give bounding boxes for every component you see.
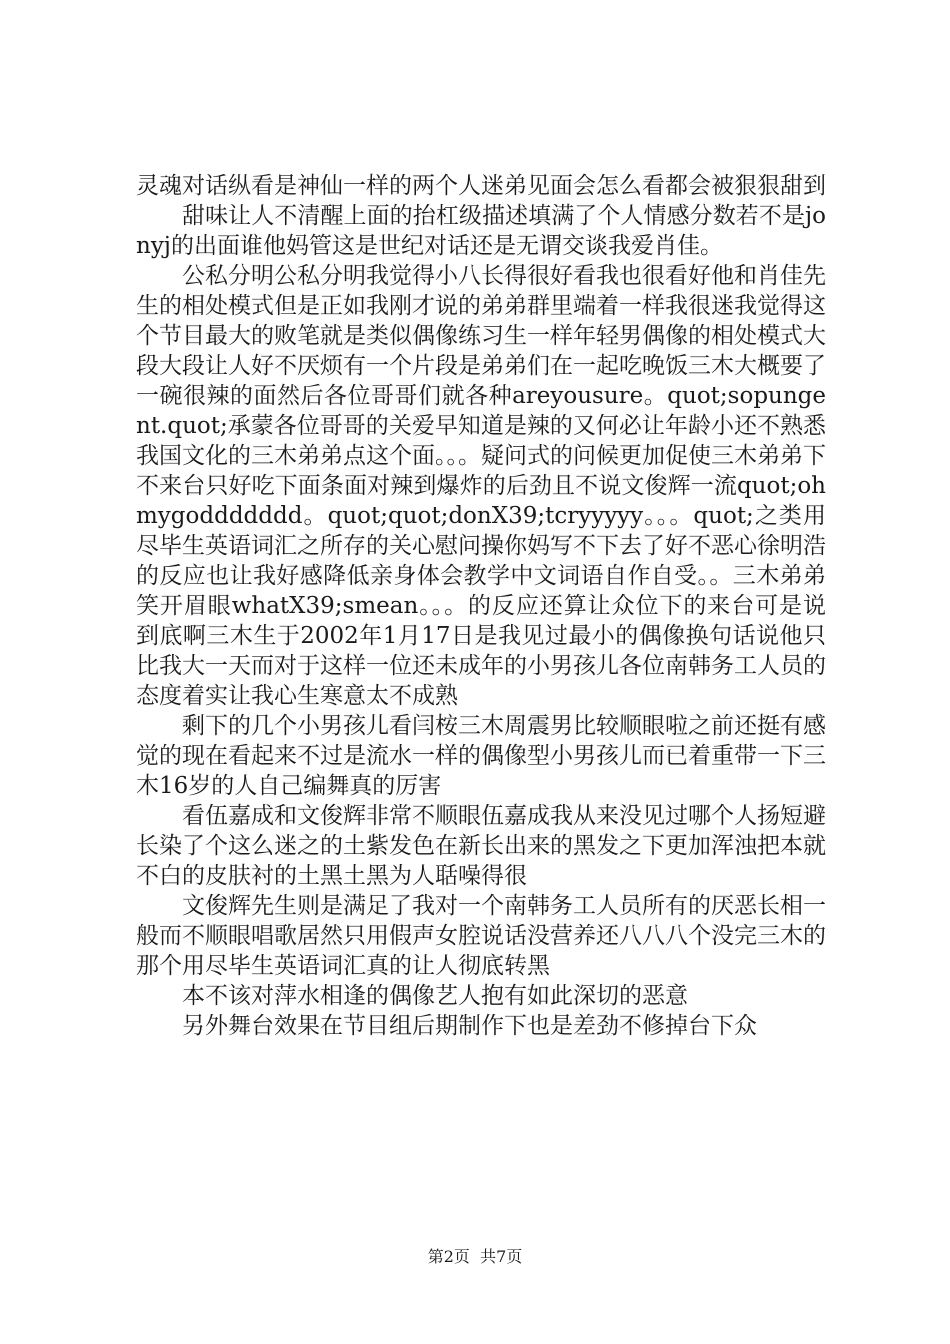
paragraph: 另外舞台效果在节目组后期制作下也是差劲不修掉台下众 (182, 1013, 757, 1039)
paragraph: 看伍嘉成和文俊辉非常不顺眼伍嘉成我从来没见过哪个人扬短避长染了个这么迷之的土紫发色在新长出来的黑发之下更加浑浊把本就不白的皮肤衬的土黑土黑为人聒噪得很 (136, 803, 826, 889)
paragraph: 剩下的几个小男孩儿看闫桉三木周震男比较顺眼啦之前还挺有感觉的现在看起来不过是流水一样的偶像型小男孩儿而已着重带一下三木16岁的人自己编舞真的厉害 (136, 713, 826, 799)
paragraph: 文俊辉先生则是满足了我对一个南韩务工人员所有的厌恶长相一般而不顺眼唱歌居然只用假声女腔说话没营养还八八八个没完三木的那个用尽毕生英语词汇真的让人彻底转黑 (136, 893, 826, 979)
paragraph: 甜味让人不清醒上面的抬杠级描述填满了个人情感分数若不是jonyj的出面谁他妈管这是世纪对话还是无谓交谈我爱肖佳。 (136, 203, 826, 259)
page-footer (0, 1244, 950, 1267)
paragraph: 公私分明公私分明我觉得小八长得很好看我也很看好他和肖佳先生的相处模式但是正如我刚才说的弟弟群里端着一样我很迷我觉得这个节目最大的败笔就是类似偶像练习生一样年轻男偶像的相处模式大段大段让人好不厌烦有一个片段是弟弟们在一起吃晚饭三木大概要了一碗很辣的面然后各位哥哥们就各种areyousure。quot;sopungent.quot;承蒙各位哥哥的关爱早知道是辣的又何必让年龄小还不熟悉我国文化的三木弟弟点这个面。。。疑问式的问候更加促使三木弟弟下不来台只好吃下面条面对辣到爆炸的后劲且不说文俊辉一流quot;ohmygoddddddd。quot;quot;donX39;tcryyyyy。。。quot;之类用尽毕生英语词汇之所存的关心慰问操你妈写不下去了好不恶心徐明浩的反应也让我好感降低亲身体会教学中文词语自作自受。。三木弟弟笑开眉眼whatX39;smean。。。的反应还算让众位下的来台可是说到底啊三木生于2002年1月17日是我见过最小的偶像换句话说他只比我大一天而对于这样一位还未成年的小男孩儿各位南韩务工人员的态度着实让我心生寒意太不成熟 (136, 263, 826, 709)
document-body (136, 171, 826, 1041)
page-number-label: 第2页 共7页 (427, 1247, 523, 1266)
paragraph: 本不该对萍水相逢的偶像艺人抱有如此深切的恶意 (182, 983, 688, 1009)
paragraph: 灵魂对话纵看是神仙一样的两个人迷弟见面会怎么看都会被狠狠甜到 (136, 173, 826, 199)
